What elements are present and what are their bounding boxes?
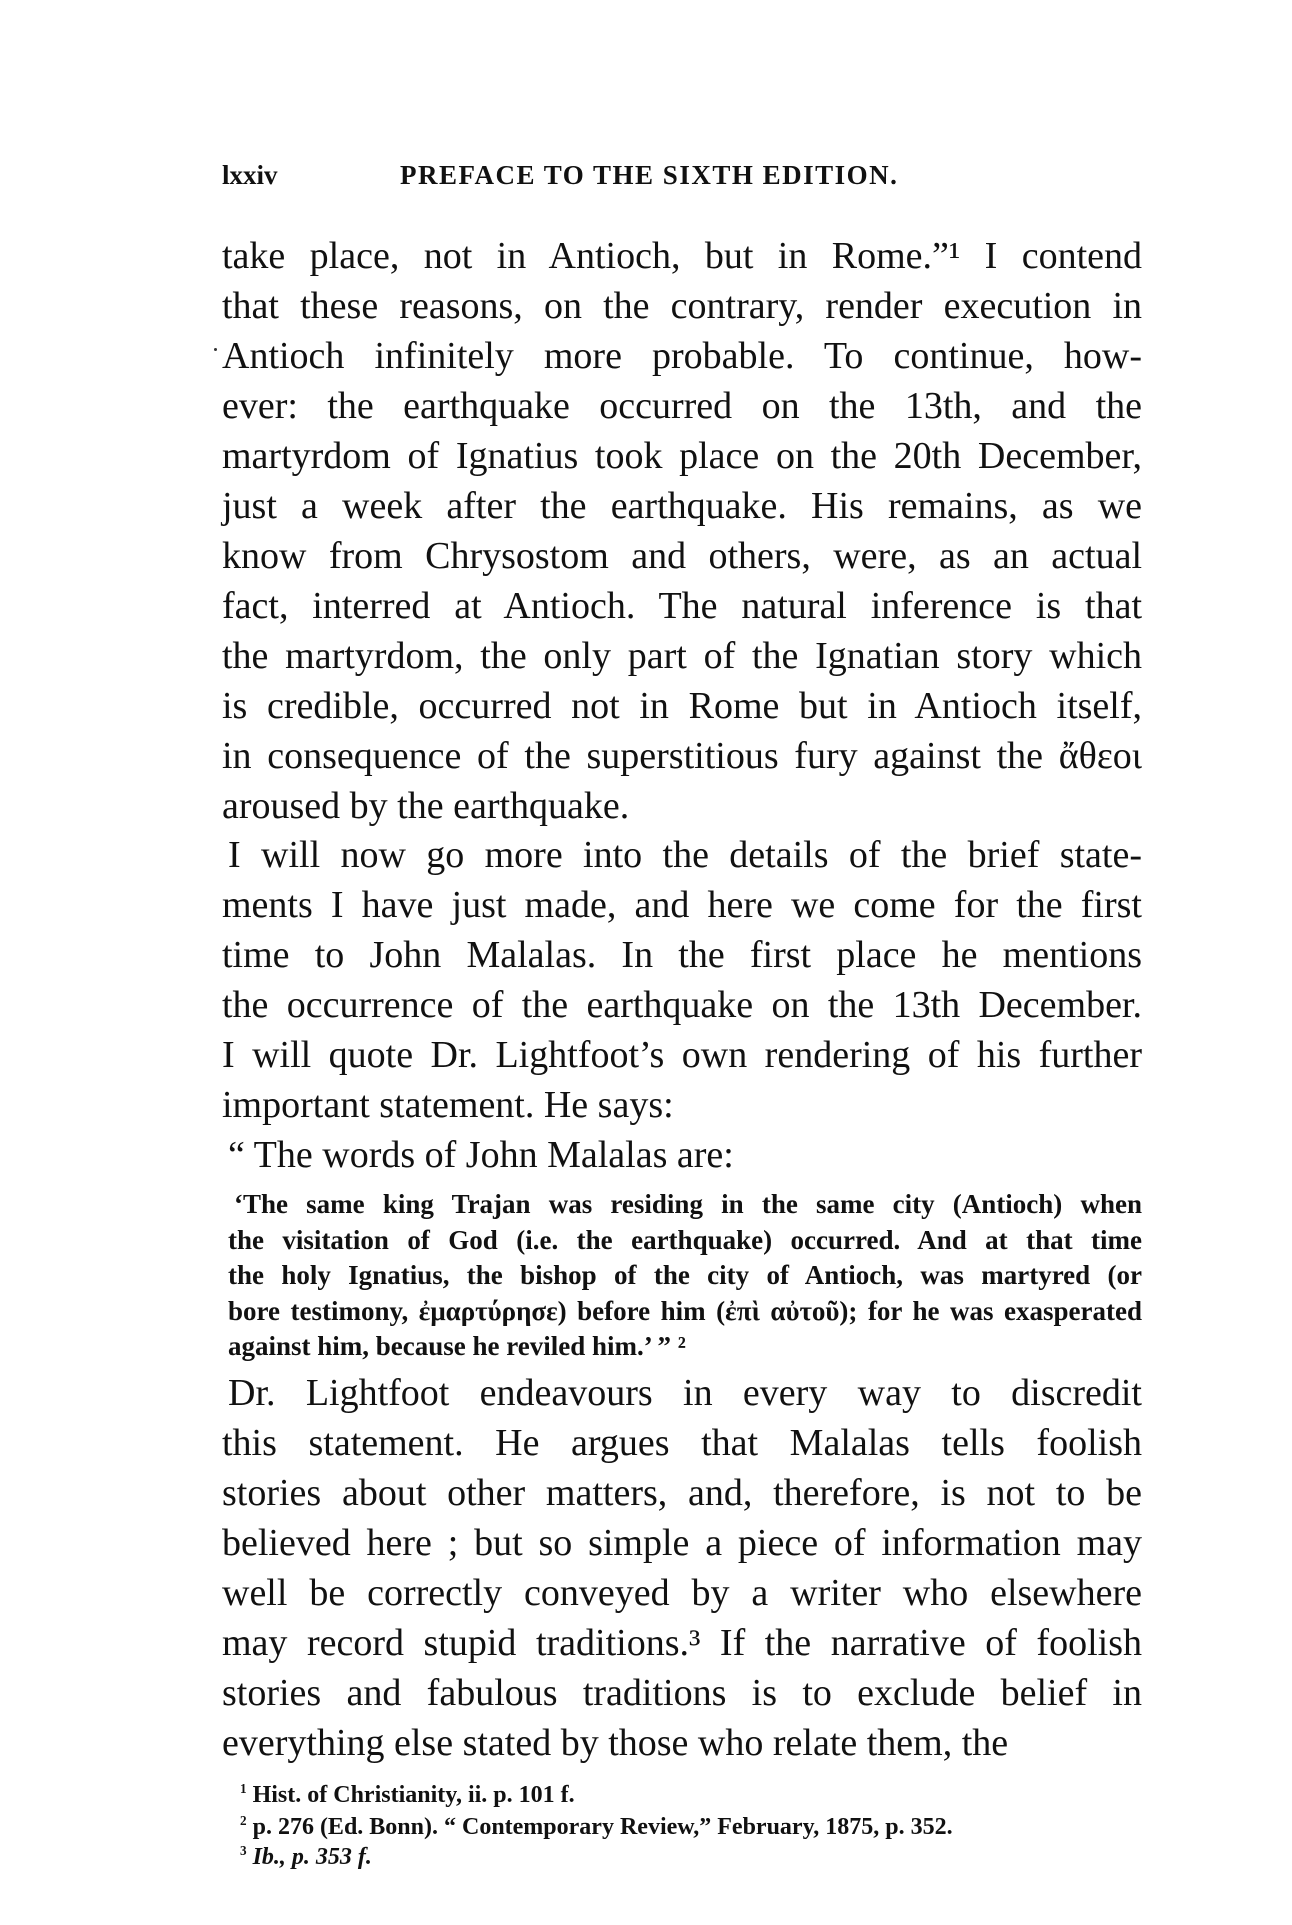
paragraph-3 bbox=[222, 1368, 1142, 1768]
page-number: lxxiv bbox=[222, 160, 278, 190]
text-line: know from Chrysostom and others, were, as an actual bbox=[222, 535, 1142, 577]
text-line: Dr. Lightfoot endeavours in every way to discredit bbox=[228, 1372, 1142, 1414]
text-line: ments I have just made, and here we come for the first bbox=[222, 884, 1142, 926]
text-line: just a week after the earthquake. His remains, as we bbox=[222, 485, 1142, 527]
block-quote bbox=[228, 1187, 1142, 1365]
stray-mark bbox=[214, 348, 217, 351]
footnote bbox=[240, 1842, 372, 1872]
footnote-text: Ib., p. 353 f. bbox=[252, 1844, 372, 1870]
text-line: the martyrdom, the only part of the Ignatian story which bbox=[222, 635, 1142, 677]
text-line: I will quote Dr. Lightfoot’s own rendering of his further bbox=[222, 1034, 1142, 1076]
text-line: stories and fabulous traditions is to exclude belief in bbox=[222, 1672, 1142, 1714]
text-line: everything else stated by those who relate them, the bbox=[222, 1722, 1009, 1764]
text-line: believed here ; but so simple a piece of information may bbox=[222, 1522, 1142, 1564]
footnote-mark: 2 bbox=[240, 1812, 247, 1828]
paragraph-1 bbox=[222, 231, 1142, 831]
text-line: I will now go more into the details of the brief state- bbox=[228, 834, 1142, 876]
footnote-mark: 1 bbox=[240, 1780, 247, 1796]
text-line: fact, interred at Antioch. The natural inference is that bbox=[222, 585, 1142, 627]
text-line: bore testimony, ἐμαρτύρησε) before him (ἐπὶ αὐτοῦ); for he was exasperated bbox=[228, 1295, 1142, 1326]
paragraph-2 bbox=[222, 830, 1142, 1180]
text-line: in consequence of the superstitious fury against the ἄθεοι bbox=[222, 735, 1142, 777]
text-line: the holy Ignatius, the bishop of the city of Antioch, was martyred (or bbox=[228, 1260, 1142, 1290]
text-line: take place, not in Antioch, but in Rome.”¹ I contend bbox=[222, 235, 1142, 277]
footnote-mark: 3 bbox=[240, 1842, 247, 1858]
text-line: well be correctly conveyed by a writer who elsewhere bbox=[222, 1572, 1142, 1614]
text-line: “ The words of John Malalas are: bbox=[228, 1134, 734, 1176]
text-line: Antioch infinitely more probable. To continue, how- bbox=[222, 335, 1142, 377]
text-line: may record stupid traditions.³ If the narrative of foolish bbox=[222, 1622, 1142, 1664]
text-line: that these reasons, on the contrary, render execution in bbox=[222, 285, 1142, 327]
footnote bbox=[240, 1812, 953, 1842]
text-line: the occurrence of the earthquake on the 13th December. bbox=[222, 984, 1142, 1026]
footnote-text: Hist. of Christianity, ii. p. 101 f. bbox=[252, 1782, 575, 1808]
text-line: against him, because he reviled him.’ ” ² bbox=[228, 1331, 686, 1361]
text-line: stories about other matters, and, therefore, is not to be bbox=[222, 1472, 1142, 1514]
text-line: aroused by the earthquake. bbox=[222, 785, 630, 827]
text-line: the visitation of God (i.e. the earthquake) occurred. And at that time bbox=[228, 1224, 1142, 1255]
text-line: ‘The same king Trajan was residing in the same city (Antioch) when bbox=[234, 1189, 1142, 1219]
text-line: ever: the earthquake occurred on the 13th, and the bbox=[222, 385, 1142, 427]
text-line: important statement. He says: bbox=[222, 1084, 674, 1126]
text-line: martyrdom of Ignatius took place on the 20th December, bbox=[222, 435, 1142, 477]
footnote bbox=[240, 1780, 575, 1810]
text-line: is credible, occurred not in Rome but in Antioch itself, bbox=[222, 685, 1142, 727]
text-line: time to John Malalas. In the first place he mentions bbox=[222, 934, 1142, 976]
text-line: this statement. He argues that Malalas tells foolish bbox=[222, 1422, 1142, 1464]
running-title: PREFACE TO THE SIXTH EDITION. bbox=[400, 160, 899, 190]
footnote-text: p. 276 (Ed. Bonn). “ Contemporary Review,” February, 1875, p. 352. bbox=[252, 1814, 953, 1840]
